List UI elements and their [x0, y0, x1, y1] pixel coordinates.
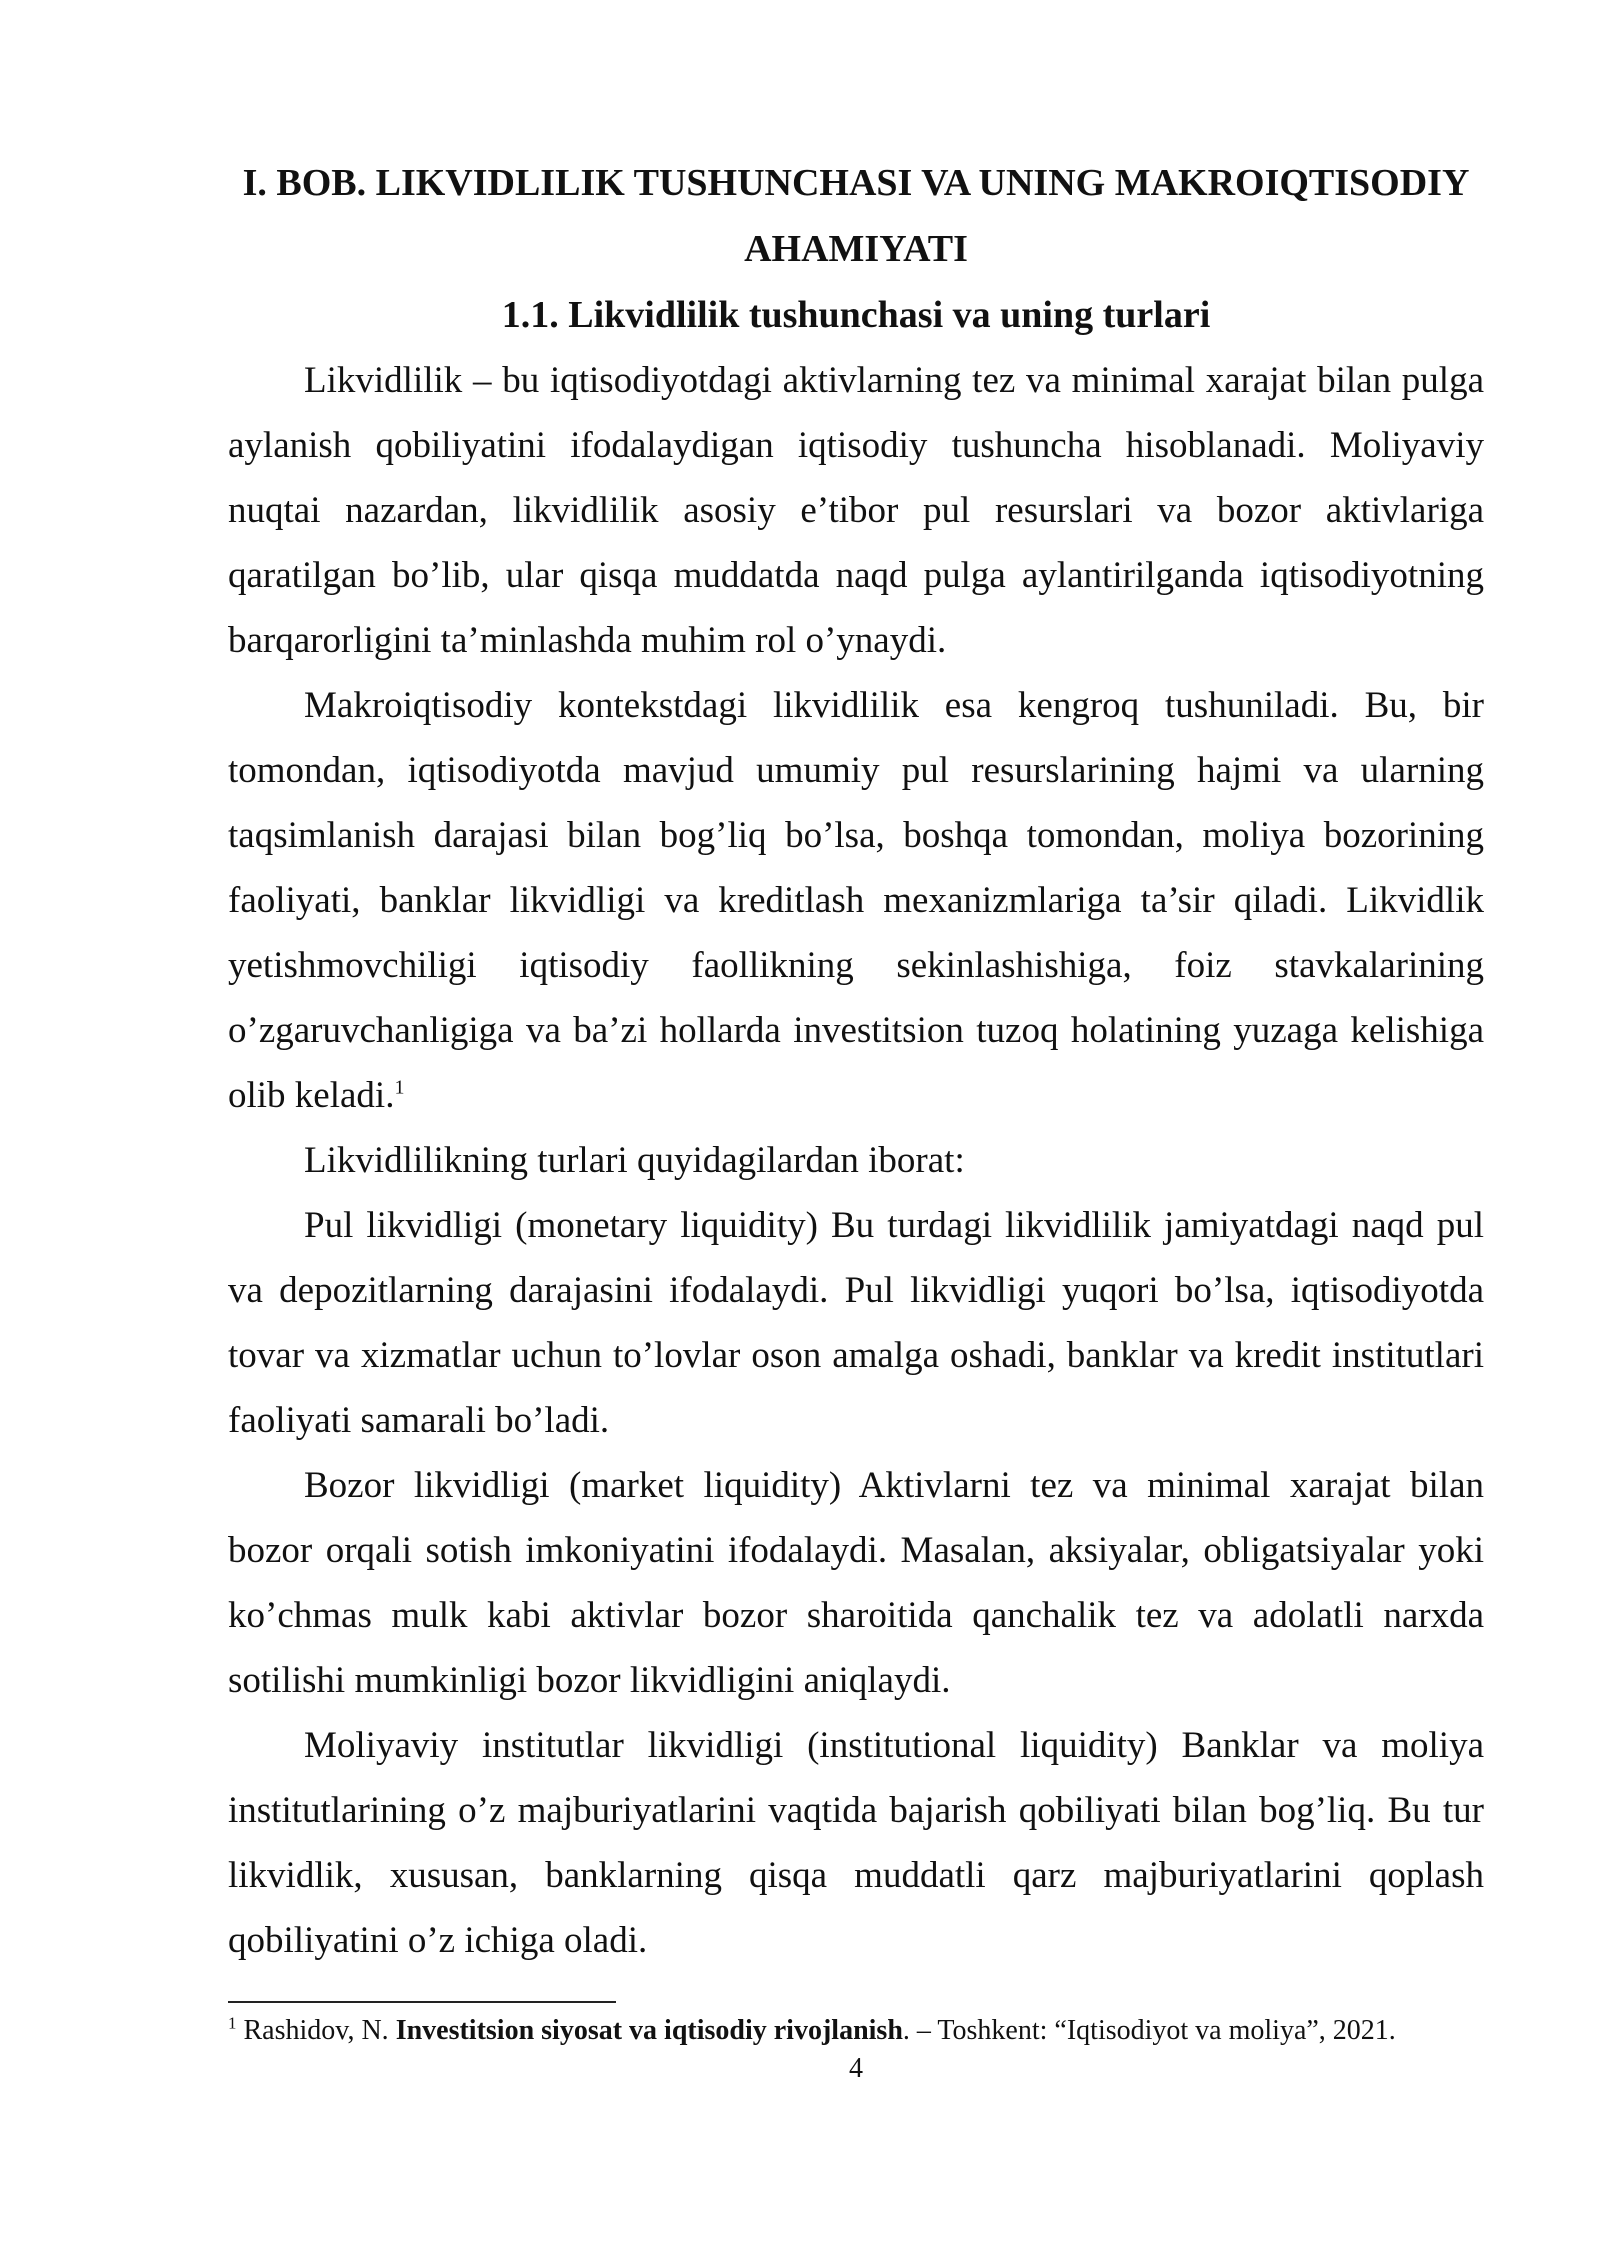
paragraph-definition: Likvidlilik – bu iqtisodiyotdagi aktivlarning tez va minimal xarajat bilan pulga aylanish qobiliyatini ifodalaydigan iqtisodiy tushuncha hisoblanadi. Moliyaviy nuqtai nazardan, likvidlilik asosiy e’tibor pul resurslari va bozor aktivlariga qaratilgan bo’lib, ular qisqa muddatda naqd pulga aylantirilganda iqtisodiyotning barqarorligini ta’minlashda muhim rol o’ynaydi.: [228, 360, 1484, 661]
chapter-title: [228, 150, 1484, 282]
paragraph-macro-context: [228, 673, 1484, 1128]
paragraph-macro-context-text: Makroiqtisodiy kontekstdagi likvidlilik esa kengroq tushuniladi. Bu, bir tomondan, iqtisodiyotda mavjud umumiy pul resurslarining hajmi va ularning taqsimlanish darajasi bilan bog’liq bo’lsa, boshqa tomondan, moliya bozorining faoliyati, banklar likvidligi va kreditlash mexanizmlariga ta’sir qiladi. Likvidlik yetishmovchiligi iqtisodiy faollikning sekinlashishiga, foiz stavkalarining o’zgaruvchanligiga va ba’zi hollarda investitsion tuzoq holatining yuzaga kelishiga olib keladi.: [228, 685, 1484, 1116]
footnote: [228, 2011, 1484, 2051]
page-number: 4: [849, 2053, 863, 2084]
footnote-title: Investitsion siyosat va iqtisodiy rivojlanish: [395, 2015, 903, 2046]
footnote-publication: . – Toshkent: “Iqtisodiyot va moliya”, 2021.: [902, 2015, 1396, 2046]
paragraph-institutional-liquidity: Moliyaviy institutlar likvidligi (institutional liquidity) Banklar va moliya institutlarining o’z majburiyatlarini vaqtida bajarish qobiliyati bilan bog’liq. Bu tur likvidlik, xususan, banklarning qisqa muddatli qarz majburiyatlarini qoplash qobiliyatini o’z ichiga oladi.: [228, 1725, 1484, 1961]
footnote-number: 1: [228, 2013, 237, 2033]
footnote-reference[interactable]: 1: [394, 1076, 405, 1099]
footnote-divider: [228, 2001, 616, 2003]
section-title: 1.1. Likvidlilik tushunchasi va uning turlari: [501, 294, 1211, 336]
paragraph-market-liquidity: Bozor likvidligi (market liquidity) Aktivlarni tez va minimal xarajat bilan bozor orqali sotish imkoniyatini ifodalaydi. Masalan, aksiyalar, obligatsiyalar yoki ko’chmas mulk kabi aktivlar bozor sharoitida qanchalik tez va adolatli narxda sotilishi mumkinligi bozor likvidligini aniqlaydi.: [228, 1465, 1484, 1701]
chapter-title-line2: AHAMIYATI: [744, 228, 968, 270]
chapter-title-line1: I. BOB. LIKVIDLILIK TUSHUNCHASI VA UNING MAKROIQTISODIY: [242, 162, 1470, 204]
paragraph-types-intro: Likvidlilikning turlari quyidagilardan iborat:: [304, 1140, 965, 1181]
footnote-author: Rashidov, N.: [243, 2015, 389, 2046]
paragraph-monetary-liquidity: Pul likvidligi (monetary liquidity) Bu turdagi likvidlilik jamiyatdagi naqd pul va depozitlarning darajasini ifodalaydi. Pul likvidligi yuqori bo’lsa, iqtisodiyotda tovar va xizmatlar uchun to’lovlar oson amalga oshadi, banklar va kredit institutlari faoliyati samarali bo’ladi.: [228, 1205, 1484, 1441]
document-page: [228, 150, 1484, 2087]
